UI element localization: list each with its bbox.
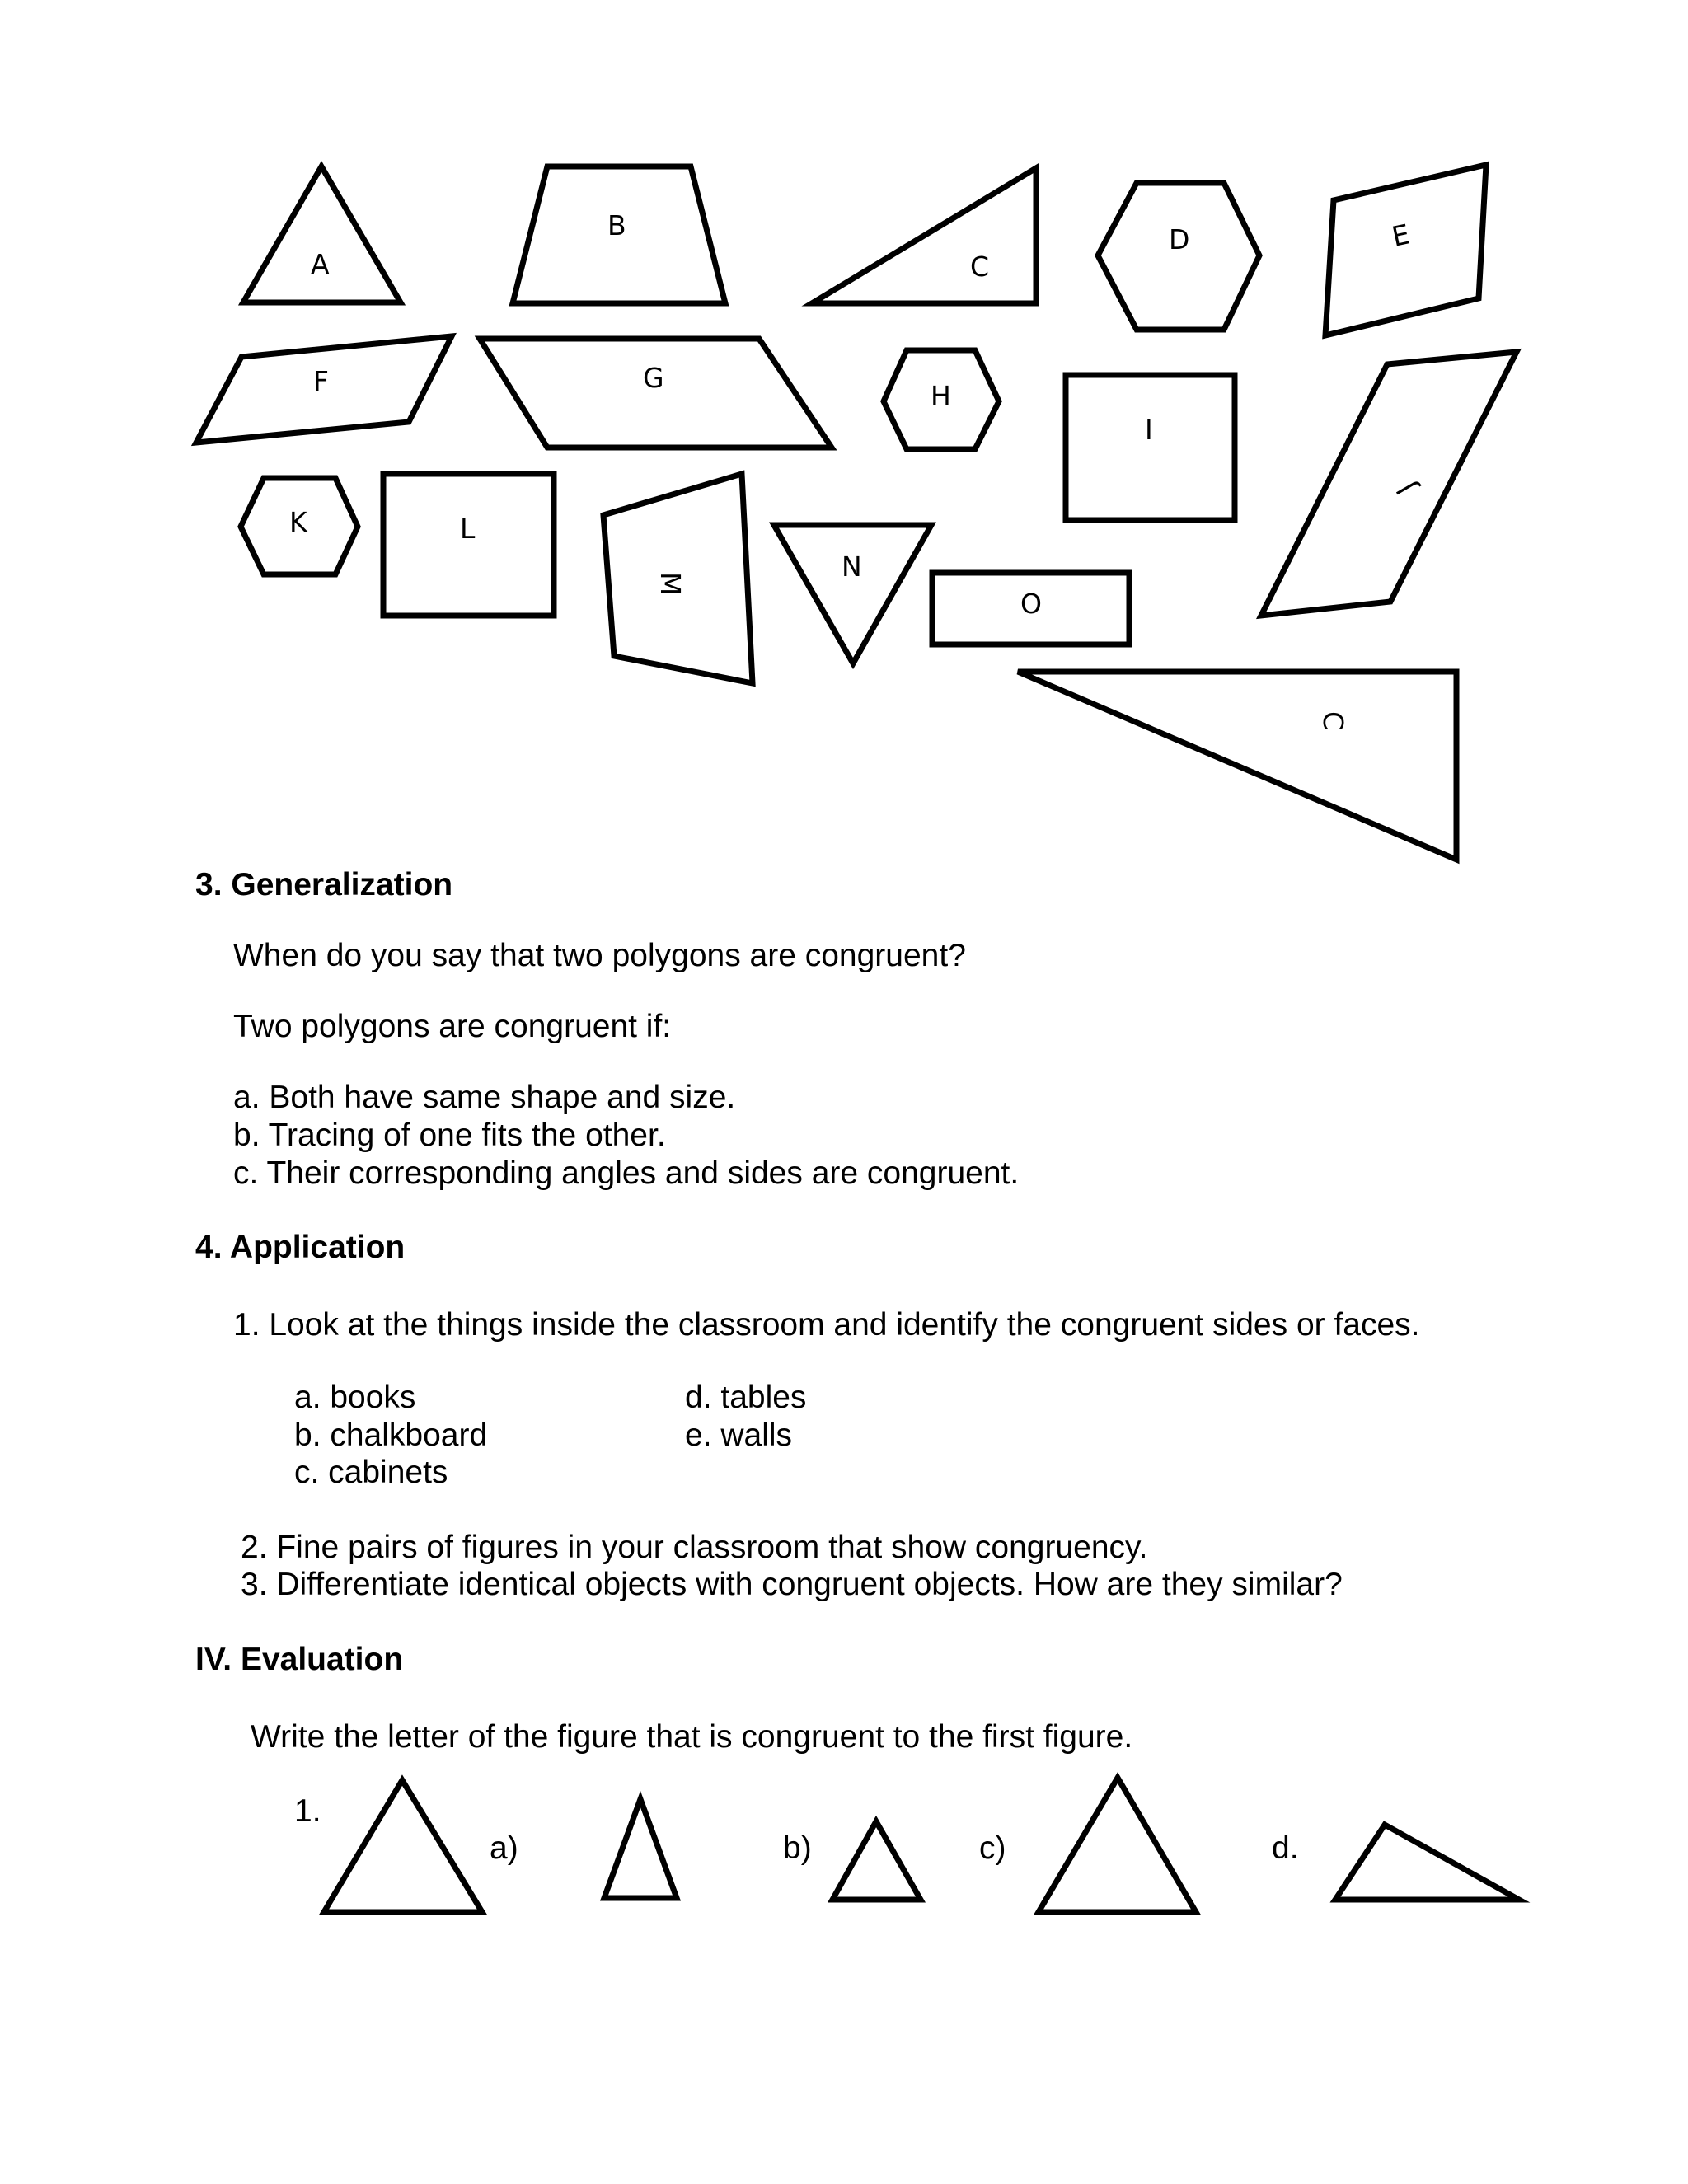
shape-label-o: O (1020, 588, 1042, 620)
shape-label-b: B (607, 209, 626, 241)
shape-n-triangle (774, 525, 931, 663)
shape-label-c2: C (1317, 711, 1349, 731)
evaluation-heading: IV. Evaluation (195, 1642, 404, 1677)
shape-label-d: D (1169, 223, 1190, 255)
eval-given-triangle (324, 1780, 482, 1912)
eval-choice-b-triangle (832, 1821, 921, 1900)
evaluation-item-number: 1. (294, 1793, 321, 1829)
eval-choice-d-triangle (1335, 1825, 1519, 1900)
generalization-item-a: a. Both have same shape and size. (233, 1080, 736, 1115)
generalization-item-b: b. Tracing of one fits the other. (233, 1118, 666, 1153)
generalization-item-c: c. Their corresponding angles and sides are congruent. (233, 1155, 1020, 1191)
generalization-question: When do you say that two polygons are congruent? (233, 938, 966, 973)
shape-label-f: F (313, 365, 329, 397)
application-item-3: 3. Differentiate identical objects with congruent objects. How are they similar? (241, 1567, 1343, 1602)
evaluation-instruction: Write the letter of the figure that is congruent to the first figure. (251, 1719, 1133, 1755)
shape-label-a: A (311, 248, 330, 280)
shape-d-hexagon (1098, 183, 1259, 330)
shape-label-k: K (289, 506, 307, 538)
application-heading: 4. Application (195, 1230, 406, 1265)
shape-label-l: L (460, 513, 476, 545)
application-item-1: 1. Look at the things inside the classroom and identify the congruent sides or faces. (233, 1307, 1420, 1343)
eval-choice-c-triangle (1039, 1778, 1196, 1912)
shape-label-c: C (970, 251, 990, 283)
application-item-2: 2. Fine pairs of figures in your classroom that show congruency. (241, 1530, 1148, 1565)
evaluation-choice-b-label: b) (783, 1830, 812, 1866)
evaluation-choice-d-label: d. (1272, 1830, 1299, 1866)
shape-l-rectangle (383, 474, 554, 616)
generalization-intro: Two polygons are congruent if: (233, 1009, 672, 1044)
shape-c-right-triangle (812, 168, 1036, 303)
shape-a-triangle (243, 166, 401, 302)
eval-choice-a-triangle (604, 1799, 677, 1898)
evaluation-choice-c-label: c) (979, 1830, 1006, 1866)
application-list-e: e. walls (685, 1418, 793, 1453)
shape-label-h: H (931, 380, 951, 412)
application-list-b: b. chalkboard (294, 1418, 488, 1453)
shape-label-i: I (1145, 414, 1153, 446)
shape-j-parallelogram (1261, 352, 1517, 616)
application-list-c: c. cabinets (294, 1455, 448, 1490)
shape-label-g: G (643, 362, 664, 394)
shape-label-j: J (1390, 476, 1422, 500)
application-list-a: a. books (294, 1380, 416, 1415)
evaluation-choice-a-label: a) (490, 1830, 518, 1866)
generalization-heading: 3. Generalization (195, 867, 453, 902)
shape-label-n: N (842, 551, 862, 583)
shape-label-m: M (654, 572, 687, 596)
application-list-d: d. tables (685, 1380, 807, 1415)
shape-i-rectangle (1066, 375, 1235, 520)
shape-label-e: E (1389, 218, 1413, 253)
shape-c2-right-triangle (1018, 672, 1456, 860)
